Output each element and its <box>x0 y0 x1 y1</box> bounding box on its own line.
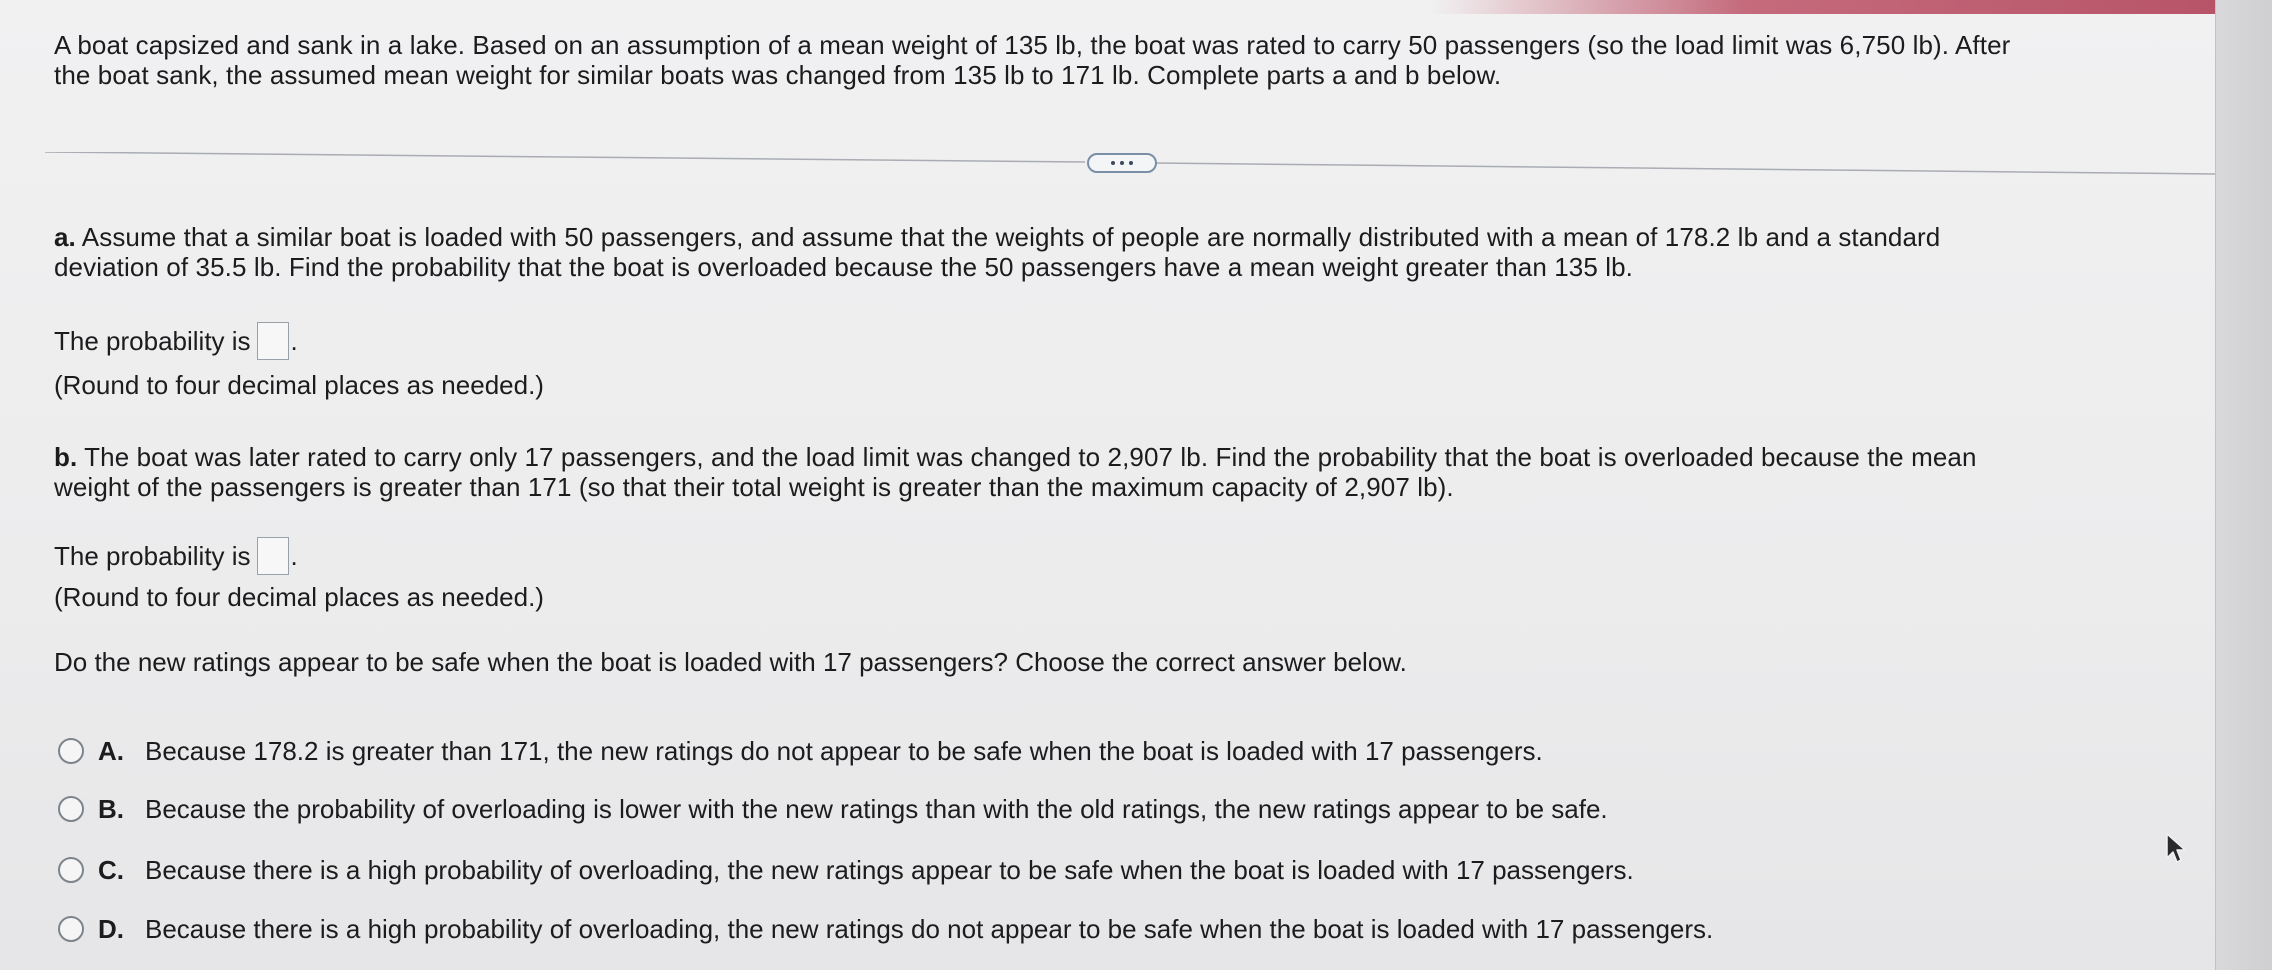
choice-a-letter: A. <box>98 735 124 766</box>
window-edge <box>2215 0 2272 970</box>
choice-c[interactable] <box>58 853 1634 887</box>
show-more-button[interactable] <box>1087 153 1157 173</box>
problem-intro-line-1: A boat capsized and sank in a lake. Based on an assumption of a mean weight of 135 lb, the boat was rated to carry 50 passengers (so the load limit was 6,750 lb). After <box>54 30 2011 60</box>
part-a-prompt <box>54 222 1940 282</box>
part-a-rounding-note: (Round to four decimal places as needed.) <box>54 370 544 400</box>
part-b-label: b. <box>54 442 78 472</box>
problem-statement <box>54 30 2010 90</box>
choice-c-text[interactable]: Because there is a high probability of overloading, the new ratings appear to be safe when the boat is loaded with 17 passengers. <box>145 854 1634 885</box>
part-b-rounding-note: (Round to four decimal places as needed.) <box>54 582 544 612</box>
safety-question: Do the new ratings appear to be safe when the boat is loaded with 17 passengers? Choose the correct answer below. <box>54 647 1407 677</box>
part-b-line-1: The boat was later rated to carry only 17 passengers, and the load limit was changed to 2,907 lb. Find the probability that the boat is overloaded because the mean <box>77 442 1977 472</box>
choice-a-radio[interactable] <box>58 738 84 764</box>
choice-b[interactable] <box>58 792 1608 826</box>
choice-c-radio[interactable] <box>58 857 84 883</box>
part-b-answer-prefix: The probability is <box>54 541 251 571</box>
part-b-answer-suffix: . <box>290 541 298 571</box>
choice-b-radio[interactable] <box>58 796 84 822</box>
part-a-answer-row <box>54 322 298 360</box>
part-a-line-1: Assume that a similar boat is loaded with 50 passengers, and assume that the weights of people are normally distributed with a mean of 178.2 lb and a standard <box>75 222 1941 252</box>
part-b-line-2: weight of the passengers is greater than 171 (so that their total weight is greater than the maximum capacity of 2,907 lb). <box>54 472 1454 502</box>
choice-b-text[interactable]: Because the probability of overloading is lower with the new ratings than with the old ratings, the new ratings appear to be safe. <box>145 793 1608 824</box>
problem-intro-line-2: the boat sank, the assumed mean weight for similar boats was changed from 135 lb to 171 lb. Complete parts a and b below. <box>54 60 1502 90</box>
choice-b-letter: B. <box>98 793 124 824</box>
choice-c-letter: C. <box>98 854 124 885</box>
choice-a[interactable] <box>58 734 1543 768</box>
top-accent-bar <box>1430 0 2215 14</box>
part-a-line-2: deviation of 35.5 lb. Find the probability that the boat is overloaded because the 50 passengers have a mean weight greater than 135 lb. <box>54 252 1633 282</box>
choice-d-text[interactable]: Because there is a high probability of overloading, the new ratings do not appear to be safe when the boat is loaded with 17 passengers. <box>145 913 1714 944</box>
part-a-answer-input[interactable] <box>257 322 289 360</box>
part-a-answer-prefix: The probability is <box>54 326 251 356</box>
choice-d-letter: D. <box>98 913 124 944</box>
part-b-prompt <box>54 442 1977 502</box>
choice-a-text[interactable]: Because 178.2 is greater than 171, the new ratings do not appear to be safe when the boat is loaded with 17 passengers. <box>145 735 1543 766</box>
part-b-answer-input[interactable] <box>257 537 289 575</box>
mouse-pointer-icon <box>2164 832 2190 866</box>
part-a-label: a. <box>54 222 76 252</box>
part-a-answer-suffix: . <box>290 326 298 356</box>
ellipsis-icon <box>1111 161 1115 165</box>
part-b-answer-row <box>54 537 298 575</box>
choice-d-radio[interactable] <box>58 916 84 942</box>
choice-d[interactable] <box>58 912 1713 946</box>
